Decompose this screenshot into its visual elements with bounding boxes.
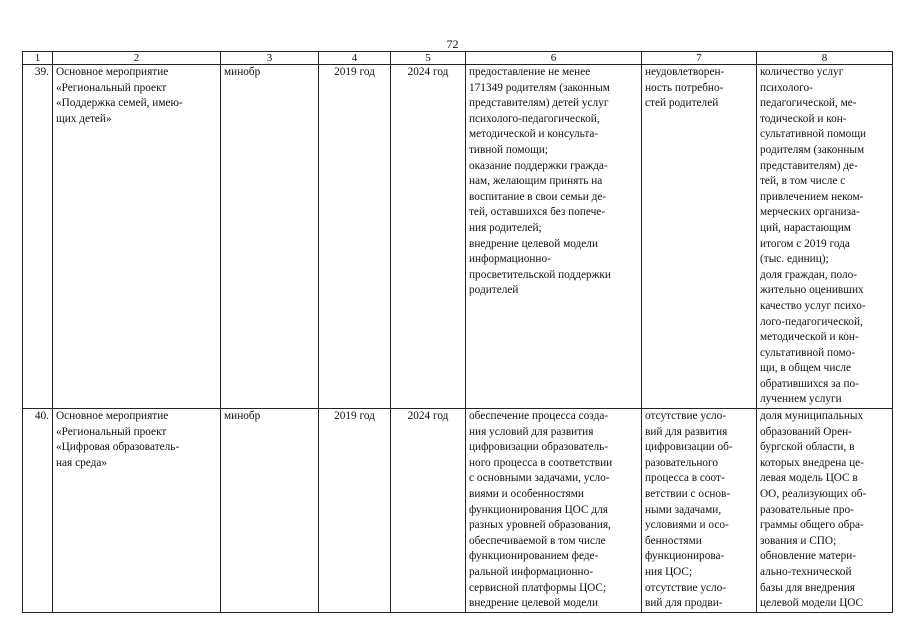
end-year: 2024 год — [391, 65, 466, 409]
header-cell: 5 — [391, 52, 466, 65]
non-implementation-consequence: неудовлетворен- ность потребно- стей родителей — [642, 65, 757, 409]
end-year: 2024 год — [391, 409, 466, 613]
header-cell: 4 — [319, 52, 391, 65]
measure-name: Основное мероприятие «Региональный проект «Цифровая образователь- ная среда» — [53, 409, 221, 613]
indicator: количество услуг психолого- педагогической, ме- тодической и кон- сультативной помощи родителям (законным представителям) де- тей, в том числе с привлечением неком- мерческих организа- ций, нарастающим итогом с 2019 года (тыс. единиц); доля граждан, поло- жительно оценивших качество услуг психо- лого-педагогической, методической и кон- сультативной помо- щи, в общем числе обратившихся за по- лучением услуги — [757, 65, 893, 409]
expected-result: обеспечение процесса созда- ния условий для развития цифровизации образователь- ного процесса в соответствии с основными задачами, усло- виями и особенностями функционирования ЦОС для разных уровней образования, обеспечиваемой в том числе функционированием феде- ральной информационно- сервисной платформы ЦОС; внедрение целевой модели — [466, 409, 642, 613]
table-row — [23, 65, 893, 409]
row-number: 40. — [23, 409, 53, 613]
start-year: 2019 год — [319, 65, 391, 409]
header-cell: 6 — [466, 52, 642, 65]
table-row — [23, 409, 893, 613]
header-cell: 7 — [642, 52, 757, 65]
page-number: 72 — [446, 37, 459, 51]
non-implementation-consequence: отсутствие усло- вий для развития цифровизации об- разовательного процесса в соот- ветствии с основ- ными задачами, условиями и осо- бенностями функционирова- ния ЦОС; отсутствие усло- вий для продви- — [642, 409, 757, 613]
measure-name: Основное мероприятие «Региональный проект «Поддержка семей, имею- щих детей» — [53, 65, 221, 409]
header-cell: 8 — [757, 52, 893, 65]
expected-result: предоставление не менее 171349 родителям (законным представителям) детей услуг психолого-педагогической, методической и консульта- тивной помощи; оказание поддержки гражда- нам, желающим принять на воспитание в свои семьи де- тей, оставшихся без попече- ния родителей; внедрение целевой модели информационно- просветительской поддержки родителей — [466, 65, 642, 409]
indicator: доля муниципальных образований Орен- бургской области, в которых внедрена це- левая модель ЦОС в ОО, реализующих об- разовательные про- граммы общего обра- зования и СПО; обновление матери- ально-технической базы для внедрения целевой модели ЦОС — [757, 409, 893, 613]
executor: минобр — [221, 65, 319, 409]
header-cell: 1 — [23, 52, 53, 65]
header-cell: 2 — [53, 52, 221, 65]
start-year: 2019 год — [319, 409, 391, 613]
executor: минобр — [221, 409, 319, 613]
measures-table — [22, 51, 893, 613]
row-number: 39. — [23, 65, 53, 409]
header-cell: 3 — [221, 52, 319, 65]
header-row — [23, 52, 893, 65]
